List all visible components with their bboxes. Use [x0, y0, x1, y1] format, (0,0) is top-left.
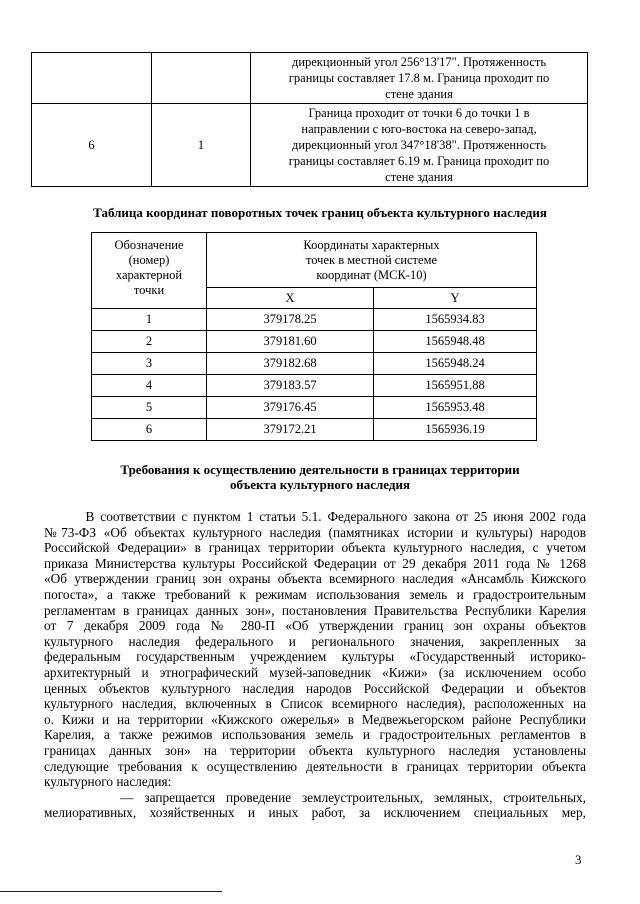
footer-divider: [0, 891, 222, 892]
description-line: границы составляет 6.19 м. Граница проходит по: [288, 154, 550, 168]
header-line: Координаты характерных: [303, 237, 440, 252]
y-coordinate-cell: 1565953.48: [374, 397, 537, 419]
header-line: точек в местной системе: [305, 252, 438, 267]
x-coordinate-cell: 379176.45: [207, 397, 374, 419]
boundary-description-cell: [251, 104, 588, 187]
table-row: [92, 419, 537, 441]
text-line: от 7 декабря 2009 года № 280-П «Об утверждении границ зон охраны объектов: [44, 618, 586, 634]
table-row: [92, 375, 537, 397]
header-line: Обозначение: [114, 238, 184, 252]
y-coordinate-cell: 1565948.48: [374, 331, 537, 353]
description-line: дирекционный угол 256°13'17". Протяженность: [291, 55, 547, 69]
point-number-cell: 3: [92, 353, 207, 375]
from-point-cell: 6: [32, 104, 152, 187]
description-line: дирекционный угол 347°18'38". Протяженность: [291, 138, 547, 152]
point-number-cell: 2: [92, 331, 207, 353]
section-title: [0, 462, 640, 492]
text-line: №73-ФЗ «Об объектах культурного наследия (памятниках истории и культуры) народов: [44, 524, 586, 540]
text-line: ценных объектов культурного наследия народов Российской Федерации и объектов: [44, 680, 586, 696]
text-line: приказа Министерства культуры Российской Федерации от 29 декабря 2011 года № 1268: [44, 555, 586, 571]
header-line: (номер): [128, 253, 170, 267]
coordinates-table-caption: Таблица координат поворотных точек границ объекта культурного наследия: [93, 205, 547, 220]
from-point-cell: [32, 53, 152, 104]
y-column-header: Y: [374, 288, 537, 309]
x-coordinate-cell: 379182.68: [207, 353, 374, 375]
table-row: [92, 397, 537, 419]
to-point-cell: 1: [152, 104, 251, 187]
description-line: границы составляет 17.8 м. Граница проходит по: [288, 71, 550, 85]
y-coordinate-cell: 1565936.19: [374, 419, 537, 441]
x-coordinate-cell: 379172.21: [207, 419, 374, 441]
text-line: Карелия, а также режимов использования земель и градостроительных регламентов в: [44, 727, 586, 743]
x-coordinate-cell: 379178.25: [207, 309, 374, 331]
y-coordinate-cell: 1565934.83: [374, 309, 537, 331]
section-title-line: Требования к осуществлению деятельности в границах территории: [120, 462, 520, 477]
x-coordinate-cell: 379181.60: [207, 331, 374, 353]
x-coordinate-cell: 379183.57: [207, 375, 374, 397]
header-line: точки: [133, 283, 165, 297]
description-line: стене здания: [385, 87, 453, 101]
text-line: культурного наследия:: [44, 774, 172, 790]
x-column-header: X: [207, 288, 374, 309]
text-line: «Об утверждении границ зон охраны объекта всемирного наследия «Ансамбль Кижского: [44, 571, 586, 587]
coordinates-table: [91, 232, 537, 441]
description-line: направлении с юго-востока на северо-запад,: [301, 122, 537, 136]
table-row: [32, 53, 588, 104]
text-line: погоста», а также требований к режимам использования земель и градостроительным: [44, 586, 586, 602]
text-line: культурного наследия федерального и регионального значения, закрепленных за: [44, 633, 586, 649]
point-number-cell: 4: [92, 375, 207, 397]
text-line: о. Кижи и на территории «Кижского ожерелья» в Медвежьегорском районе Республики: [44, 711, 586, 727]
point-number-header: [92, 233, 207, 309]
table-row: [92, 353, 537, 375]
table-row: [32, 104, 588, 187]
section-title-line: объекта культурного наследия: [230, 477, 410, 492]
text-line: — запрещается проведение землеустроительных, земляных, строительных,: [44, 789, 586, 805]
table-row: [92, 309, 537, 331]
y-coordinate-cell: 1565948.24: [374, 353, 537, 375]
description-line: Граница проходит от точки 6 до точки 1 в: [308, 106, 530, 120]
text-line: границах данных зон» на территории объекта культурного наследия установлены: [44, 742, 586, 758]
text-line: федеральным государственным учреждением культуры «Государственный историко-: [44, 649, 586, 665]
page-number: 3: [575, 852, 582, 867]
point-number-cell: 6: [92, 419, 207, 441]
point-number-cell: 1: [92, 309, 207, 331]
table-header-row: [92, 233, 537, 288]
text-line: следующие требования к осуществлению деятельности в границах территории объекта: [44, 758, 586, 774]
description-line: стене здания: [385, 170, 453, 184]
table-row: [92, 331, 537, 353]
text-line: культурного наследия, включенных в Список всемирного наследия), расположенных на: [44, 696, 586, 712]
text-line: архитектурный и этнографический музей-заповедник «Кижи» (за исключением особо: [44, 664, 586, 680]
body-paragraph: [44, 509, 586, 821]
point-number-cell: 5: [92, 397, 207, 419]
text-line: Российской Федерации» в границах территории объекта культурного наследия, с учетом: [44, 540, 586, 556]
to-point-cell: [152, 53, 251, 104]
coordinates-header: [207, 233, 537, 288]
header-line: характерной: [115, 268, 183, 282]
text-line: мелиоративных, хозяйственных и иных работ, за исключением специальных мер,: [44, 805, 586, 821]
text-line: В соответствии с пунктом 1 статьи 5.1. Федерального закона от 25 июня 2002 года: [44, 509, 586, 524]
header-line: координат (МСК-10): [316, 267, 427, 282]
boundary-description-table: [31, 52, 588, 187]
text-line: регламентам в границах данных зон», постановления Правительства Республики Карелия: [44, 602, 586, 618]
boundary-description-cell: [251, 53, 588, 104]
y-coordinate-cell: 1565951.88: [374, 375, 537, 397]
